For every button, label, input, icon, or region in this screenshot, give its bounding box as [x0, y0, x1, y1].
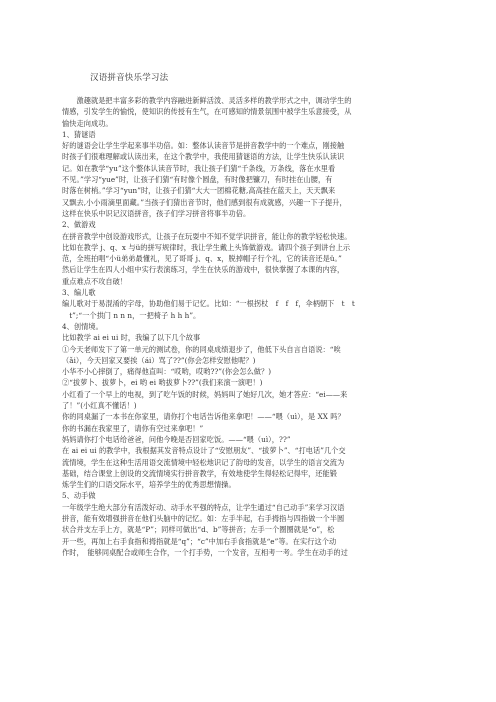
text-line: 比如在教学 j、q、x 与ü的拼写规律时，我让学生戴上头饰做游戏。请四个孩子到讲台上示 [62, 242, 351, 252]
text-line: 5、动手做 [62, 491, 96, 501]
text-line: 妈妈请你打个电话给爸爸，问他今晚是否回家吃饭。——“喂（uì），??” [62, 434, 291, 444]
text-line: 拼音，能有效增强拼音在他们头脑中的记忆。如：左手半起，右手拇指与四指做一个半圆 [62, 513, 345, 523]
text-line: 你的同桌漏了一本书在你家里，请你打个电话告诉他来拿吧！——“喂（uì），是 XX 吗？ [62, 412, 345, 422]
text-line: 愉快走向成功。 [62, 118, 113, 128]
text-line: 又飘去,小小雨滴里面藏。”当孩子们猜出音节时，他们感到很有成就感，兴趣一下子提升， [62, 197, 347, 207]
text-line: ①今天老师发下了第一单元的测试卷，你的同桌成绩退步了，他低下头自言自语说：“唉 [62, 344, 341, 354]
text-line: （ǎi），今天回家又要挨（ái）骂了??”(你会怎样安慰他呢？) [62, 355, 256, 365]
text-line: 好的谜语会让学生学起来事半功倍。如：整体认读音节是拼音教学中的一个难点，刚接触 [62, 141, 345, 151]
text-line: 编儿歌对于易混淆的字母，协助他们易于记忆。比如：“一根拐杖 f f f，伞柄朝下 t t [62, 299, 355, 309]
document-body [62, 95, 436, 558]
text-line: 情感，引发学生的愉悦，使知识的传授有生气，在可感知的情景氛围中被学生乐意接受，从 [62, 107, 352, 117]
text-line: 4、创情境。 [62, 321, 103, 331]
text-line: 了！”(小红真不懂话！) [62, 401, 137, 411]
text-line: 然后让学生在四人小组中实行表演练习，学生在快乐的游戏中，很快掌握了本课的内容， [62, 265, 345, 275]
text-line: 基础，结合课堂上创设的交流情境实行拼音教学，有效地使学生得轻松记得牢，还能锻 [62, 468, 338, 478]
text-line: 一年级学生绝大部分有活泼好动、动手水平强的特点，让学生通过“自己动手”来学习汉语 [62, 502, 345, 512]
text-line: 1、猜谜语 [62, 129, 96, 139]
text-line: ②“拔萝卜、拔萝卜，ei 哟 ei 哟拔萝卜??”(我们来演一演吧！) [62, 378, 263, 388]
text-line: 在拼音教学中创设游戏形式，让孩子在玩耍中不知不觉学识拼音，能让你的教学轻松快速。 [62, 231, 352, 241]
text-line: 小华不小心摔倒了，痛得他直叫：“哎哟，哎哟??”(你会怎么做？) [62, 367, 272, 377]
text-line: 炼学生们的口语交际水平，培养学生的优秀思想情操。 [62, 480, 236, 490]
text-line: 小红看了一个早上的电视，到了吃午饭的时候，妈妈叫了她好几次，她才答应：“ei——来 [62, 389, 348, 399]
text-line: 时孩子们很难理解或认读出来，在这个教学中，我使用猜谜语的方法，让学生快乐认读识 [62, 152, 345, 162]
text-line: 这样在快乐中识记汉语拼音，孩子们学习拼音将事半功倍。 [62, 208, 251, 218]
text-line: 你的书漏在我家里了，请你有空过来拿吧！” [62, 423, 204, 433]
text-line: 2、做游戏 [62, 220, 96, 230]
text-line: 比如教学 ai ei ui 时，我编了以下几个故事 [62, 333, 201, 343]
text-line: 作时， 能够同桌配合或师生合作，一个打手势，一个发音，互相考一考。学生在动手的过 [62, 547, 348, 557]
text-line: 记。如在教学“yu”这个整体认读音节时，我让孩子们猜“千条线，万条线，落在水里看 [62, 163, 336, 173]
text-line: 状合并支左手上方，就是“P”；同样可做出“d、b”等拼音；左手一个圈圈就是“o”，松 [62, 525, 335, 535]
text-line: 范，全班拍唱“小ü弟弟最懂礼，见了哥哥 j、q、x，脱掉帽子行个礼，它的读音还是ü。” [62, 254, 342, 264]
text-line: 激趣就是把丰富多彩的教学内容融进新鲜活泼、灵活多样的教学形式之中，调动学生的 [62, 96, 352, 105]
document-title: 汉语拼音快乐学习法 [90, 73, 169, 83]
text-line: 时落在树梢。”学习“yun”时，让孩子们猜“大大一团棉花糖,高高挂在蓝天上，天天飘来 [62, 186, 336, 196]
text-line: 重点难点不攻自破！ [62, 276, 128, 286]
text-line: 3、编儿歌 [62, 288, 96, 298]
text-line: 不见。”学习“yue”时，让孩子们猜“有时像个圆盘，有时像把镰刀，有时挂在山腰，有 [62, 175, 333, 185]
text-line: 在 ai ei ui 的教学中，我根据其发音特点设计了“安慰朋友”、“拔萝卜”、“打电话”几个交 [62, 446, 346, 456]
text-line: 开一些，再加上右手食指和拇指就是“q”；“c”中加右手食指就是“e”等。在实行这个动 [62, 536, 337, 546]
text-line: 流情境，学生在这种生活用语交流情境中轻松地识记了韵母的发音，以学生的语言交流为 [62, 457, 345, 467]
text-line: t”;“一个拱门 n n n，一把椅子 h h h”。 [62, 310, 201, 320]
